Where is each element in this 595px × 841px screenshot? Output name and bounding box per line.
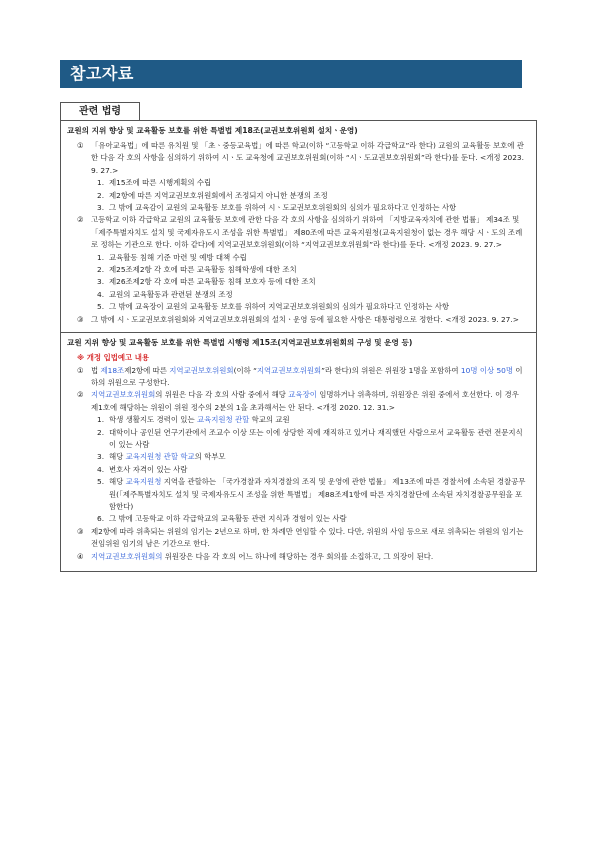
text-segment: 이하의 위원으로 구성한다. (91, 365, 523, 387)
text-segment: 지역을 관할하는 「국가경찰과 자치경찰의 조직 및 운영에 관한 법률」 제13조에 따른 경찰서에 소속된 경찰공무원(「제주특별자치도 설치 및 국제자유도시 조성을 위한 특별법」 제88조제1항에 따른 자치경찰단에 소속된 자치경찰공무원을 포함한다) (109, 477, 526, 511)
paragraph-number: ③ (77, 314, 84, 324)
amended-text: 10명 이상 50명 (460, 365, 513, 375)
list-item (67, 476, 528, 513)
text-segment: 대학이나 공인된 연구기관에서 조교수 이상 또는 이에 상당한 직에 재직하고 있거나 재직했던 사람으로서 교육활동 관련 전문지식이 있는 사람 (109, 427, 523, 449)
item-number: 1. (97, 178, 105, 188)
text-segment: 제2항에 따른 (124, 365, 170, 375)
list-item (67, 513, 528, 525)
item-number: 2. (97, 427, 105, 437)
item-number: 1. (97, 252, 105, 262)
laws-box (60, 120, 537, 572)
paragraph-text: 제2항에 따라 위촉되는 위원의 임기는 2년으로 하며, 한 차례만 연임할 수 있다. 다만, 위원의 사임 등으로 새로 위촉되는 위원의 임기는 전임위원 임기의 남은 기간으로 한다. (91, 526, 524, 549)
text-segment: 학생 생활지도 경력이 있는 (109, 415, 197, 425)
list-item (67, 414, 528, 426)
list-item (67, 202, 528, 214)
text-segment: 임명하거나 위촉하며, 위원장은 위원 중에서 호선한다. 이 경우 제1호에 해당하는 위원이 위원 정수의 2분의 1을 초과해서는 안 된다. <개정 2020. 12. 31.> (91, 390, 519, 412)
amended-text: 교육지원청 (125, 477, 162, 487)
text-segment: ”라 한다)의 위원은 위원장 1명을 포함하여 (321, 365, 461, 375)
amended-text: 지역교권보호위원회 (169, 365, 234, 375)
section-title: 교원의 지위 향상 및 교육활동 보호를 위한 특별법 제18조(교권보호위원회 설치ㆍ운영) (67, 126, 358, 135)
item-number: 3. (97, 452, 105, 462)
paragraph-3 (67, 526, 528, 551)
amended-text: 교육지원청 관할 (196, 415, 250, 425)
text-segment: 해당 (109, 452, 126, 462)
list-item (67, 252, 528, 264)
text-segment: 해당 (109, 477, 126, 487)
item-text: 그 밖에 교육장이 교원의 교육활동 보호를 위하여 지역교권보호위원회의 심의가 필요하다고 인정하는 사항 (109, 302, 449, 312)
item-number: 3. (97, 277, 105, 287)
paragraph-number: ② (77, 215, 84, 225)
related-laws-tab: 관련 법령 (60, 102, 140, 120)
item-number: 1. (97, 415, 105, 425)
item-text: 제2항에 따른 지역교권보호위원회에서 조정되지 아니한 분쟁의 조정 (109, 190, 328, 200)
item-number: 3. (97, 203, 105, 213)
amended-text: 지역교권보호위원회 (256, 365, 322, 375)
item-number: 5. (97, 302, 105, 312)
item-text: 그 밖에 교육감이 교원의 교육활동 보호를 위하여 시ㆍ도교권보호위원회의 심의가 필요하다고 인정하는 사항 (109, 203, 457, 213)
paragraph-1 (67, 140, 528, 177)
list-item (67, 264, 528, 276)
item-text: 제15조에 따른 시행계획의 수립 (109, 178, 212, 188)
amended-text: 제18조 (100, 365, 125, 375)
paragraph-number: ① (77, 365, 84, 375)
text-segment: 의 학부모 (194, 452, 226, 462)
paragraph-text: 그 밖에 시ㆍ도교권보호위원회와 지역교권보호위원회의 설치ㆍ운영 등에 필요한 사항은 대통령령으로 정한다. <개정 2023. 9. 27.> (91, 314, 519, 324)
item-number: 2. (97, 190, 105, 200)
paragraph-number: ① (77, 141, 84, 150)
text-segment: 학교의 교원 (249, 415, 290, 425)
item-number: 4. (97, 464, 105, 474)
paragraph-1 (67, 365, 528, 390)
amended-text: 교육지원청 관할 학교 (125, 452, 195, 462)
law-section-1 (61, 121, 536, 332)
paragraph-number: ② (77, 390, 84, 400)
paragraph-number: ③ (77, 526, 84, 536)
page-title: 참고자료 (60, 60, 522, 88)
item-text: 교육활동 침해 기준 마련 및 예방 대책 수립 (109, 252, 247, 262)
text-segment: 변호사 자격이 있는 사람 (109, 464, 188, 474)
paragraph-3 (67, 314, 528, 326)
item-text: 교원의 교육활동과 관련된 분쟁의 조정 (109, 289, 233, 299)
paragraph-text: 고등학교 이하 각급학교 교원의 교육활동 보호에 관한 다음 각 호의 사항을 심의하기 위하여 「지방교육자치에 관한 법률」 제34조 및 「제주특별자치도 설치 및 국제자유도시 조성을 위한 특별법」 제80조에 따른 교육지원청(교육지원청이 없는 경우 해당 시ㆍ도의 조례로 정하는 기관으로 한다. 이하 같다)에 지역교권보호위원회(이하 “지역교권보호위원회”라 한다)를 둔다. <개정 2023. 9. 27.> (91, 215, 523, 250)
list-item (67, 276, 528, 288)
list-item (67, 451, 528, 463)
list-item (67, 190, 528, 202)
item-number: 2. (97, 265, 105, 275)
paragraph-2 (67, 214, 528, 251)
text-segment: (이하 “ (233, 365, 257, 375)
list-item (67, 289, 528, 301)
amended-text: 지역교권보호위원회의 (91, 551, 163, 561)
list-item (67, 301, 528, 313)
item-number: 5. (97, 477, 105, 487)
paragraph-number: ④ (77, 551, 84, 561)
item-number: 6. (97, 514, 105, 524)
law-section-2 (61, 332, 536, 571)
amended-text: 교육장이 (288, 390, 317, 400)
amendment-notice: ※ 개정 입법예고 내용 (77, 353, 150, 363)
item-text: 제25조제2항 각 호에 따른 교육활동 침해학생에 대한 조치 (109, 265, 297, 275)
list-item (67, 427, 528, 452)
item-number: 4. (97, 289, 105, 299)
amended-text: 지역교권보호위원회 (91, 390, 156, 400)
list-item (67, 464, 528, 476)
list-item (67, 177, 528, 189)
text-segment: 의 위원은 다음 각 호의 사람 중에서 해당 (155, 390, 289, 400)
paragraph-text: 「유아교육법」에 따른 유치원 및 「초ㆍ중등교육법」에 따른 학교(이하 “고등학교 이하 각급학교”라 한다) 교원의 교육활동 보호에 관한 다음 각 호의 사항을 심의하기 위하여 시ㆍ도 교육청에 교권보호위원회(이하 “시ㆍ도교권보호위원회”라 한다)를 둔다. <개정 2023. 9. 27.> (91, 141, 524, 175)
text-segment: 법 (91, 365, 101, 375)
item-text: 제26조제2항 각 호에 따른 교육활동 침해 보호자 등에 대한 조치 (109, 277, 316, 287)
text-segment: 위원장은 다음 각 호의 어느 하나에 해당하는 경우 회의를 소집하고, 그 의장이 된다. (162, 551, 434, 561)
text-segment: 그 밖에 고등학교 이하 각급학교의 교육활동 관련 지식과 경험이 있는 사람 (109, 514, 347, 524)
section-title: 교원 지위 향상 및 교육활동 보호를 위한 특별법 시행령 제15조(지역교권보호위원회의 구성 및 운영 등) (67, 338, 413, 348)
paragraph-2 (67, 389, 528, 414)
paragraph-4 (67, 551, 528, 563)
